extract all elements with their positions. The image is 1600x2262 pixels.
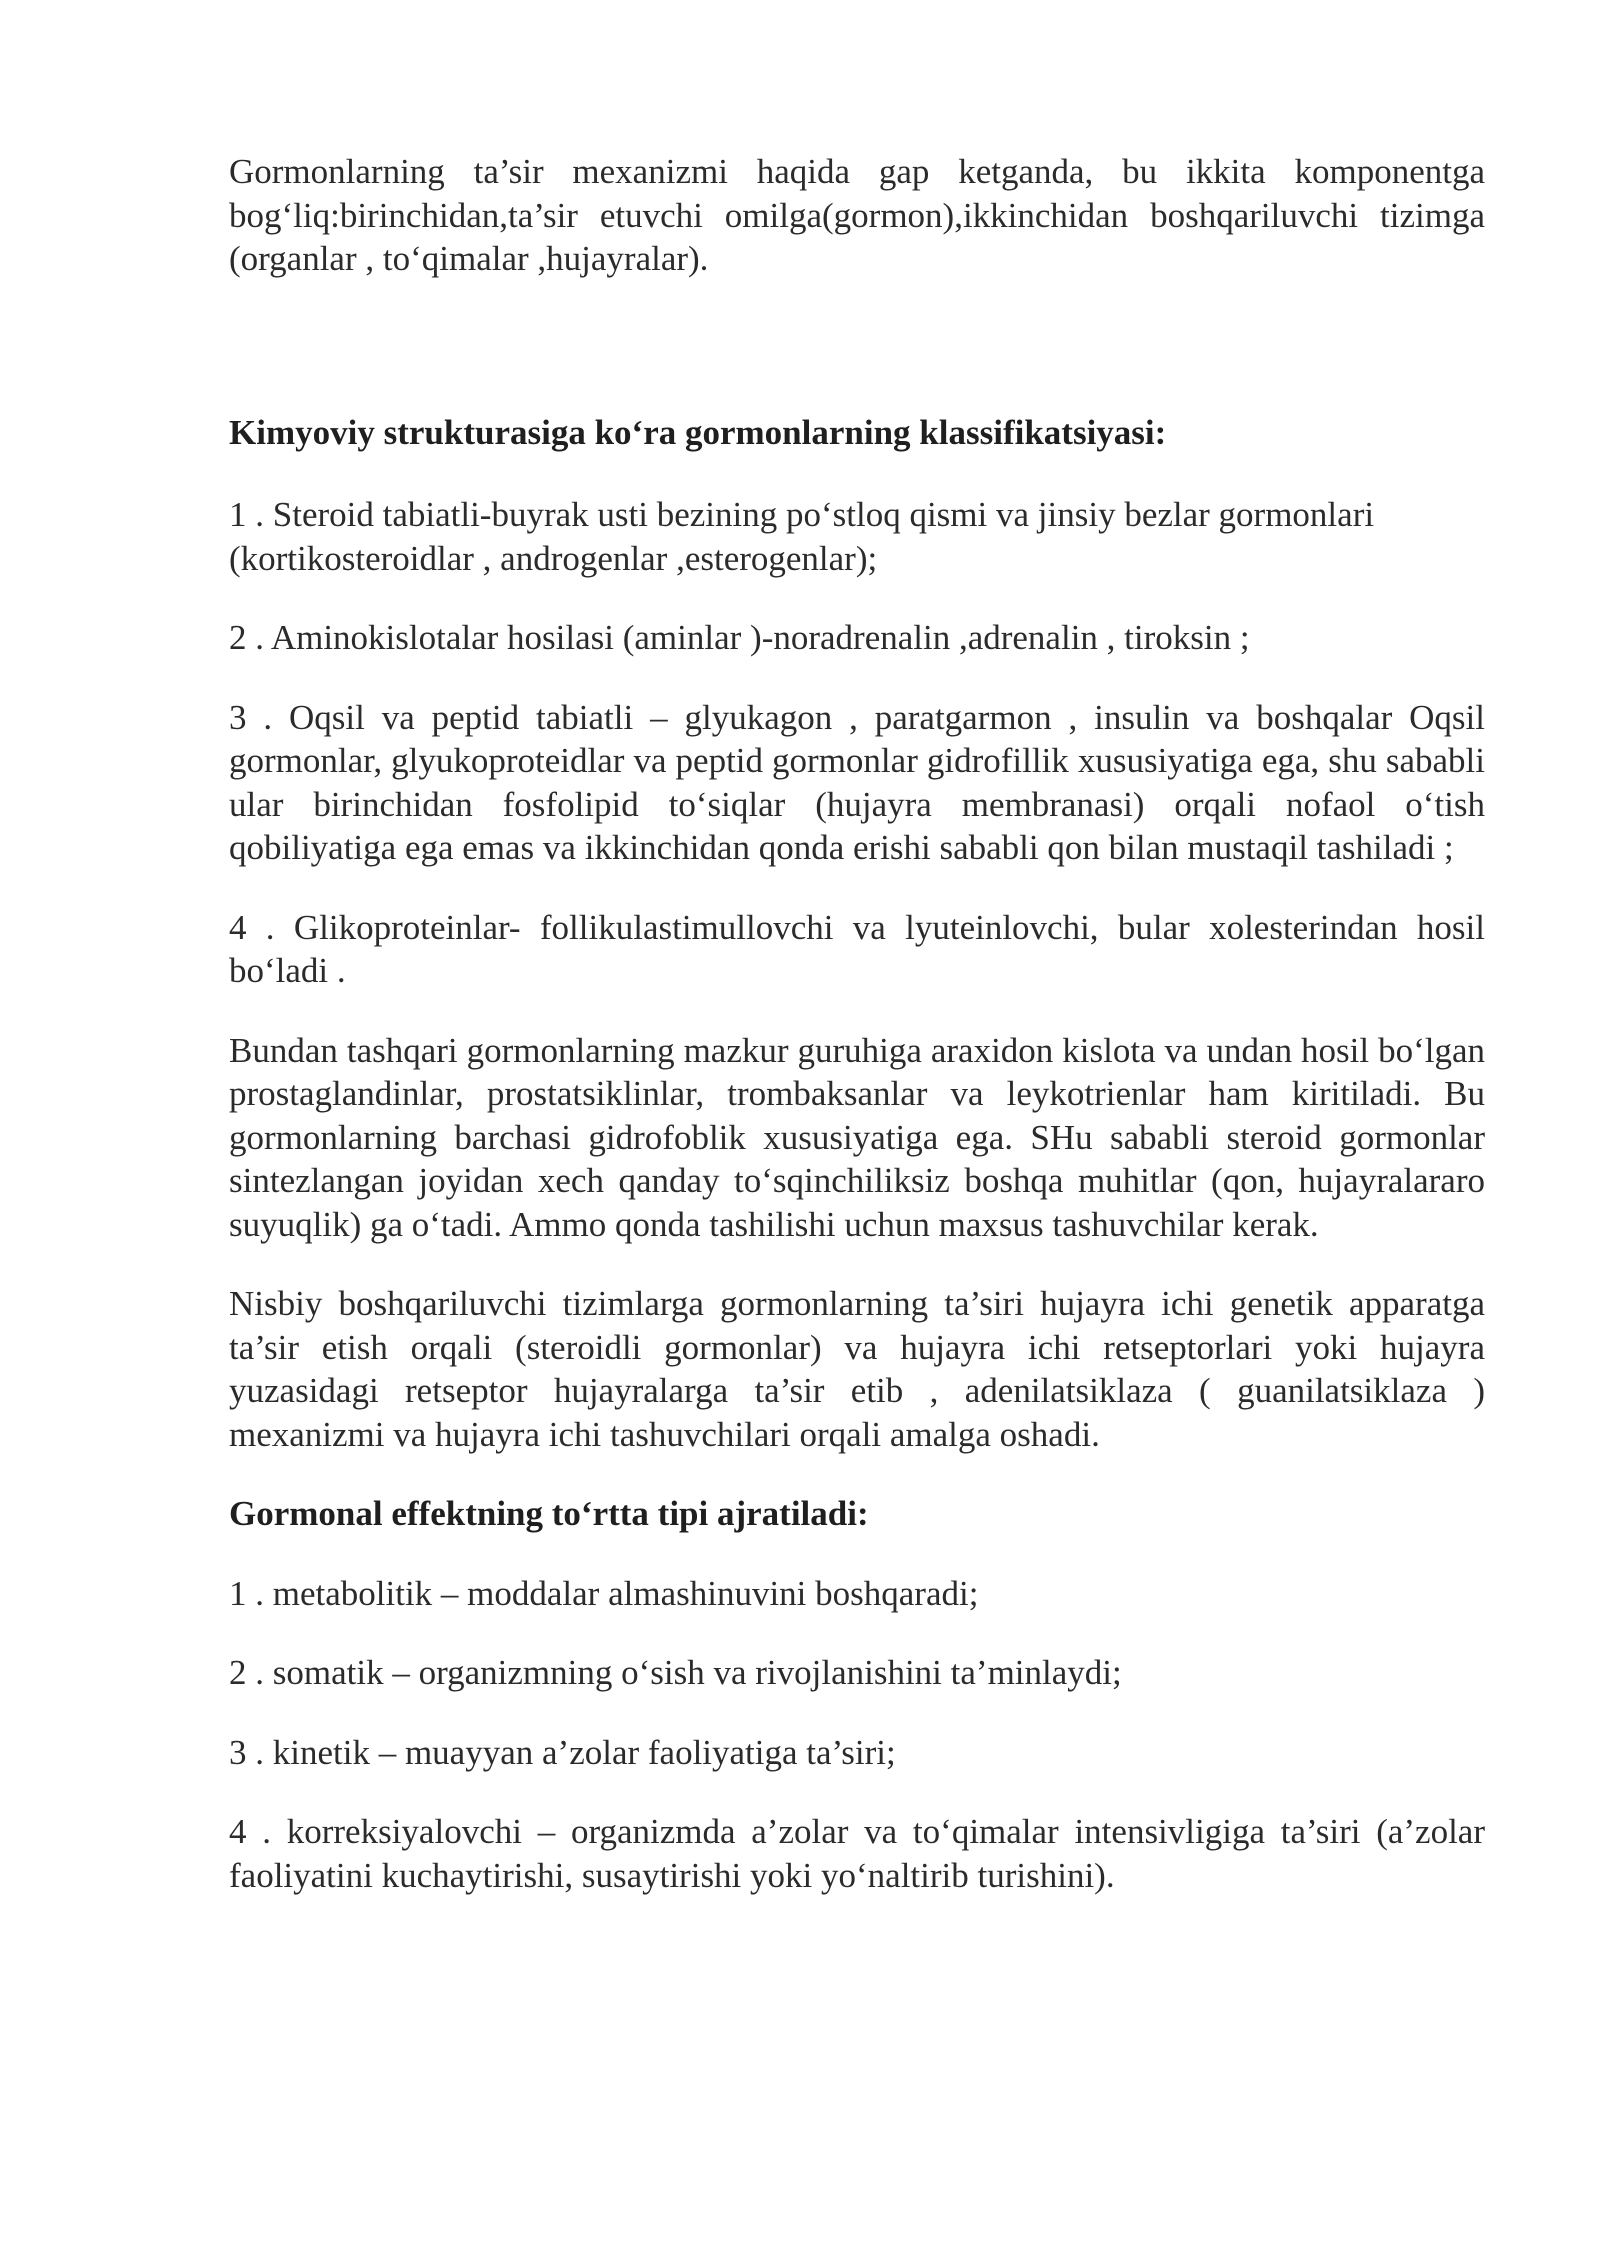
- classification-item-4: 4 . Glikoproteinlar- follikulastimullovchi va lyuteinlovchi, bular xolesterindan hosil bo‘ladi .: [229, 907, 1485, 990]
- effects-heading: Gormonal effektning to‘rtta tipi ajratiladi:: [229, 1494, 869, 1533]
- intro-paragraph: Gormonlarning ta’sir mexanizmi haqida gap ketganda, bu ikkita komponentga bog‘liq:birinchidan,ta’sir etuvchi omilga(gormon),ikkinchidan boshqariluvchi tizimga (organlar , to‘qimalar ,hujayralar).: [229, 152, 1485, 278]
- mechanism-paragraph: Nisbiy boshqariluvchi tizimlarga gormonlarning ta’siri hujayra ichi genetik apparatga ta’sir etish orqali (steroidli gormonlar) va hujayra ichi retseptorlari yoki hujayra yuzasidagi retseptor hujayralarga ta’sir etib , adenilatsiklaza ( guanilatsiklaza ) mexanizmi va hujayra ichi tashuvchilari orqali amalga oshadi.: [229, 1284, 1485, 1454]
- additional-paragraph: Bundan tashqari gormonlarning mazkur guruhiga araxidon kislota va undan hosil bo‘lgan prostaglandinlar, prostatsiklinlar, trombaksanlar va leykotrienlar ham kiritiladi. Bu gormonlarning barchasi gidrofoblik xususiyatiga ega. SHu sababli steroid gormonlar sintezlangan joyidan xech qanday to‘sqinchiliksiz boshqa muhitlar (qon, hujayralararo suyuqlik) ga o‘tadi. Ammo qonda tashilishi uchun maxsus tashuvchilar kerak.: [229, 1030, 1485, 1244]
- effect-item-2: 2 . somatik – organizmning o‘sish va rivojlanishini ta’minlaydi;: [229, 1653, 1122, 1692]
- classification-item-2: 2 . Aminokislotalar hosilasi (aminlar )-noradrenalin ,adrenalin , tiroksin ;: [229, 618, 1250, 657]
- effect-item-1: 1 . metabolitik – moddalar almashinuvini boshqaradi;: [229, 1573, 979, 1613]
- document-body: [229, 150, 1485, 1897]
- classification-heading: Kimyoviy strukturasiga ko‘ra gormonlarning klassifikatsiyasi:: [229, 412, 1167, 452]
- effect-item-4: 4 . korreksiyalovchi – organizmda a’zolar va to‘qimalar intensivligiga ta’siri (a’zolar faoliyatini kuchaytirishi, susaytirishi yoki yo‘naltirib turishini).: [229, 1812, 1485, 1895]
- effect-item-3: 3 . kinetik – muayyan a’zolar faoliyatiga ta’siri;: [229, 1732, 896, 1772]
- classification-item-1: 1 . Steroid tabiatli-buyrak usti bezining po‘stloq qismi va jinsiy bezlar gormonlari (kortikosteroidlar , androgenlar ,esterogenlar);: [229, 495, 1375, 578]
- classification-item-3: 3 . Oqsil va peptid tabiatli – glyukagon , paratgarmon , insulin va boshqalar Oqsil gormonlar, glyukoproteidlar va peptid gormonlar gidrofillik xususiyatiga ega, shu sababli ular birinchidan fosfolipid to‘siqlar (hujayra membranasi) orqali nofaol o‘tish qobiliyatiga ega emas va ikkinchidan qonda erishi sababli qon bilan mustaqil tashiladi ;: [229, 697, 1485, 867]
